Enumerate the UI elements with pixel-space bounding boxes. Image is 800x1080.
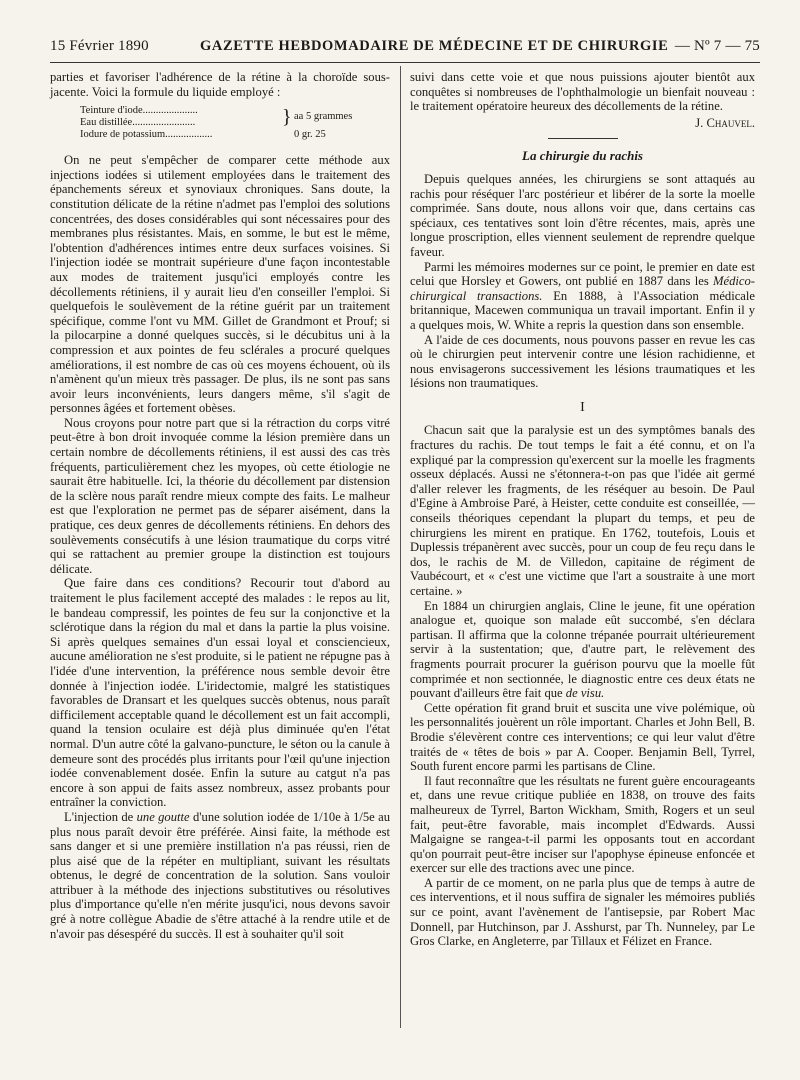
formula-line-potassium: Iodure de potassium.................. xyxy=(80,129,213,141)
right-paragraph-2 xyxy=(410,260,755,333)
right-continuation-paragraph: suivi dans cette voie et que nous puissions ajouter bientôt aux conquêtes si nombreuses de l'ophthalmologie un bienfait nouveau : le traitement opératoire heureux des décollements de la rétine. xyxy=(410,70,755,114)
right-paragraph-8: A partir de ce moment, on ne parla plus que de temps à autre de ces interventions, et il nous suffira de signaler les mémoires publiés sur ce point, avant l'avènement de l'antisepsie, par Robert Mac Donnell, par Hutchinson, par J. Asshurst, par Th. Nunneley, par Le Gros Clarke, en Angleterre, par Tillaux et Félizet en France. xyxy=(410,875,755,949)
right-paragraph-3: A l'aide de ces documents, nous pouvons passer en revue les cas où le chirurgien peut intervenir contre une lésion rachidienne, et nous envisagerons successivement les lésions traumatiques et les lésions non traumatiques. xyxy=(410,332,755,391)
formula-brace: } xyxy=(282,106,292,129)
formula-amount-grams: aa 5 grammes xyxy=(294,111,353,123)
section-title: La chirurgie du rachis xyxy=(522,148,643,164)
formula-line-iodine: Teinture d'iode..................... xyxy=(80,105,198,117)
right-column xyxy=(410,70,755,949)
formula-amount-potassium: 0 gr. 25 xyxy=(294,129,326,141)
right-paragraph-7: Il faut reconnaître que les résultats ne furent guère encourageants et, dans une revue critique publiée en 1838, on trouve des faits malheureux de Tyrrel, Barton Wickham, Smith, Rogers et un seul fait, peut-être favorable, mais incomplet d'Edwards. Aussi Malgaigne se rangea-t-il parmi les opposants tout en accordant qu'on pourrait peut-être inciser sur l'apophyse épineuse enfoncée et exercer sur elle des tractions avec une pince. xyxy=(410,773,755,876)
left-paragraph-1: On ne peut s'empêcher de comparer cette méthode aux injections iodées si utilement employées dans le traitement des épanchements séreux et synoviaux chroniques. Sans doute, la constitution délicate de la rétine n'admet pas l'emploi des solutions concentrées, des doses considérables qui sont nécessaires pour des membranes plus résistantes. Mais, en somme, le but est le même, l'obtention d'adhérences intimes entre deux surfaces voisines. Si l'injection iodée se montrait supérieure d'une façon incontestable aux modes de traitement jusqu'ici employés contre les décollements rétiniens, il y aurait lieu d'en conseiller l'emploi. Si quelquefois le soulèvement de la rétine guérit par un traitement spécifique, comme l'ont vu MM. Gillet de Grandmont et Prouf; si la pilocarpine a donné quelques succès, si le décubitus uni à la compression et aux pointes de feu sclérales a procuré quelques améliorations, il est nombre de cas où ces moyens échouent, où ils n'amènent qu'un mieux très passager. De plus, ils ne sont pas sans avoir leurs inconvénients, leurs dangers même, s'il s'agit de personnes âgées et fortement obèses. xyxy=(50,153,390,416)
header-rule xyxy=(50,62,760,63)
left-paragraph-4 xyxy=(50,810,390,941)
left-paragraph-3: Que faire dans ces conditions? Recourir tout d'abord au traitement le plus facilement accepté des malades : le repos au lit, le bandeau compressif, les pointes de feu sur la conjonctive et la sclérotique dans la région du mal et dans la partie la plus voisine. Si après quelques semaines d'un essai loyal et consciencieux, aucune amélioration ne s'est produite, si le patient ne répugne pas à l'idée d'une intervention, la préférence nous semble devoir être donnée à l'injection iodée. L'iridectomie, malgré les statistiques favorables de Dransart et les quelques succès obtenus, nous paraît difficilement acceptable quand le décollement est un fait accompli, quand la tension oculaire est déjà plus diminuée qu'en l'état normal. D'un autre côté la galvano-puncture, le séton ou la canule à demeure sont des procédés plus irritants pour l'œil qu'une injection iodée convenablement dosée. Enfin la suture au catgut n'a pas encore à son appui de faits assez nombreux, assez probants pour entraîner la conviction. xyxy=(50,576,390,810)
header-date: 15 Février 1890 xyxy=(50,38,149,54)
iodine-formula xyxy=(80,105,390,145)
left-paragraph-2: Nous croyons pour notre part que si la rétraction du corps vitré peut-être à bon droit invoquée comme la lésion première dans un certain nombre de décollements rétiniens, il est aussi des cas très fréquents, particulièrement chez les myopes, où cette étiologie ne saurait être habituelle. Ici, la théorie du décollement par distension de la sclère nous paraît rendre mieux compte des faits. Le malheur est que l'exploration ne permet pas de séparer aisément, dans la pratique, ces deux genres de décollements rétiniens. En dehors des soulèvements consécutifs à une lésion traumatique du corps vitré qui se rattachent au premier groupe la distinction est toujours délicate. xyxy=(50,415,390,576)
author-signature: J. Chauvel. xyxy=(695,115,755,130)
right-p2-start: Parmi les mémoires modernes sur ce point, le premier en date est celui que Horsley et Gowers, ont publié en 1887 dans les xyxy=(410,259,755,289)
right-p5-start: En 1884 un chirurgien anglais, Cline le jeune, fit une opération analogue et, quoique son malade eût succombé, s'en déclara partisan. Il affirma que la colonne trépanée pourrait ultérieurement servir à la sustentation; que, d'autre part, le relèvement des fragments pourrait procurer la guérison pourvu que la moelle fût comprimée et non sectionnée, le diagnostic entre ces deux états ne pouvant d'ailleurs être fait que xyxy=(410,598,755,701)
right-paragraph-6: Cette opération fit grand bruit et suscita une vive polémique, où les personnalités jouèrent un rôle important. Charles et John Bell, B. Brodie s'élevèrent contre ces interventions; ce qui leur valut d'être traités de « têtes de bois » par A. Cooper. Benjamin Bell, Tyrrel, South furent encore parmi les partisans de Cline. xyxy=(410,700,755,774)
formula-line-water: Eau distillée........................ xyxy=(80,117,196,129)
left-intro-paragraph: parties et favoriser l'adhérence de la rétine à la choroïde sous-jacente. Voici la formule du liquide employé : xyxy=(50,70,390,99)
section-numeral: I xyxy=(580,399,585,415)
header-page-number: — Nº 7 — 75 xyxy=(674,38,760,54)
right-p2-emphasis: Médico-chirurgical transactions. xyxy=(410,274,755,303)
left-p4-end: d'une solution iodée de 1/10e à 1/5e au plus nous paraît devoir être préférée. Ainsi faite, la méthode est sans danger et si une première instillation n'a pas réussi, rien de plus aisé que de la répéter en multipliant, suivant les résultats obtenus, le degré de concentration de la solution. Sans vouloir attribuer à la méthode des injections substitutives ou résolutives plus d'importance qu'elle n'en mérite jusqu'ici, nous devons savoir gré à notre collègue Abadie de s'être attaché à la rendre utile et de n'avoir pas désespéré du succès. Il est à souhaiter qu'il soit xyxy=(50,809,391,941)
right-p5-emphasis: de visu. xyxy=(565,686,605,701)
right-paragraph-4: Chacun sait que la paralysie est un des symptômes banals des fractures du rachis. De tout temps le fait a été connu, et on l'a expliqué par la compression qu'exercent sur la moelle les fragments osseux déplacés. Aussi ne s'étonnera-t-on pas que l'idée ait germé d'aller relever les fragments, de les réséquer au besoin. De Paul d'Egine à Ambroise Paré, à Heister, cette conduite est conseillée, — conseils théoriques cependant la plupart du temps, et peu de chirurgiens les mirent en pratique. En 1762, toutefois, Louis et Duplessis trépanèrent avec succès, pour un coup de feu reçu dans le dos, le rachis de M. de Villedon, capitaine de régiment de Vaubécourt, et « c'est une victime que l'art a soustraite à une mort certaine. » xyxy=(410,423,755,598)
section-rule xyxy=(548,138,618,139)
left-column xyxy=(50,70,390,941)
column-divider xyxy=(400,66,401,1028)
right-paragraph-1: Depuis quelques années, les chirurgiens se sont attaqués au rachis pour réséquer l'arc postérieur et libérer de la sorte la moelle comprimée. Sans doute, nous allons voir que, dans certains cas spéciaux, ces tentatives sont loin d'être récentes, mais, après une longue proscription, elles viennent seulement de reprendre quelque faveur. xyxy=(410,171,755,259)
right-paragraph-5 xyxy=(410,599,755,701)
right-p2-end: En 1888, à l'Association médicale britannique, Macewen communiqua un travail important. Enfin il y a quelques mois, W. White a repris la question dans son ensemble. xyxy=(410,288,755,332)
page-header xyxy=(50,38,760,62)
header-title: GAZETTE HEBDOMADAIRE DE MÉDECINE ET DE CHIRURGIE xyxy=(200,38,669,54)
left-p4-start: L'injection de xyxy=(64,809,137,824)
left-p4-emphasis: une goutte xyxy=(136,809,190,824)
